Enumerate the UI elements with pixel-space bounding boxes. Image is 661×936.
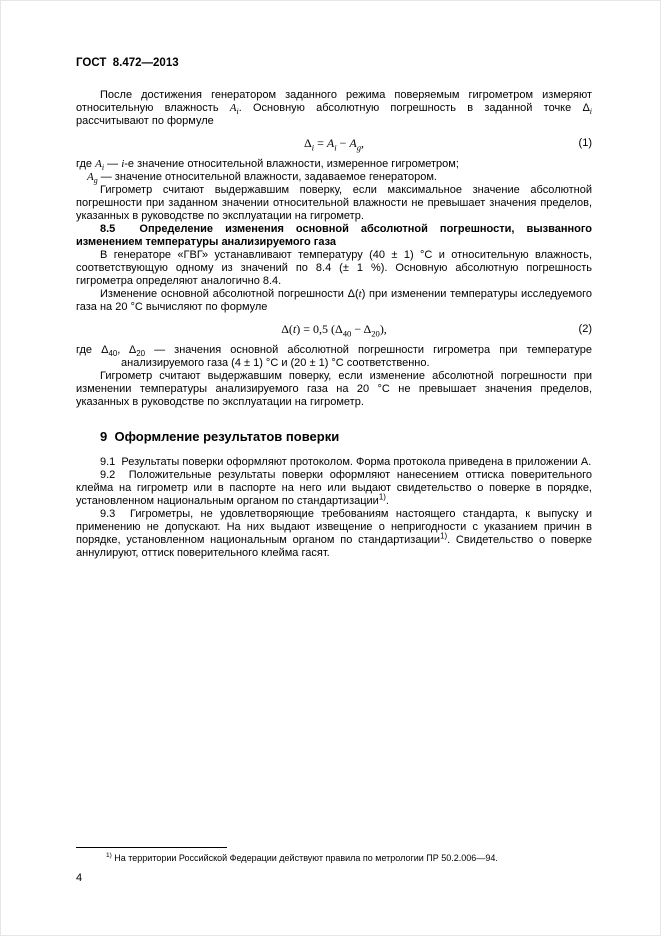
footnote-text: $^{1)}$ На территории Российской Федерации действуют правила по метрологии ПР 50.2.006—94. [106, 852, 498, 863]
paragraph-gvg-setup: В генераторе «ГВГ» устанавливают температуру (40 ± 1) °С и относительную влажность, соответствующую одному из значений по 8.4 (± 1 %). Основную абсолютную погрешность гигрометра определяют аналогично 8.4. [76, 249, 592, 287]
page-content [76, 89, 592, 560]
formula-2-expression: Δ(t) = 0,5 $(\Delta_{40} - \Delta_{20})$, [281, 322, 387, 339]
where-clause-1-line-1: где $A_i$ — i-е значение относительной влажности, измеренное гигрометром; [76, 158, 459, 173]
formula-2-number: (2) [578, 323, 592, 335]
paragraph-intro: После достижения генератором заданного режима поверяемым гигрометром измеряют относительную влажность $A_i$. Основную абсолютную погрешность в заданной точке $\Delta_i$ рассчитывают по формуле [76, 89, 592, 127]
where-clause-2: где $\Delta_{40}$, $\Delta_{20}$ — значения основной абсолютной погрешности гигрометра при температуре анализируемого газа (4 ± 1) °С и (20 ± 1) °С соответственно. [76, 344, 592, 369]
formula-1-number: (1) [578, 137, 592, 149]
where-clause-1-line-2: $A_g$ — значение относительной влажности, задаваемое генератором. [87, 171, 437, 186]
formula-1 [76, 137, 592, 151]
section-heading-8-5: 8.5 Определение изменения основной абсолютной погрешности, вызванного изменением температуры анализируемого газа [76, 223, 592, 248]
paragraph-9-3: 9.3 Гигрометры, не удовлетворяющие требованиям настоящего стандарта, к выпуску и применению не допускают. На них выдают извещение о непригодности с указанием причин в порядке, установленном национальным органом по стандартизации$^{1)}$. Свидетельство о поверке аннулируют, оттиск поверительного клейма гасят. [76, 508, 592, 559]
paragraph-9-1: 9.1 Результаты поверки оформляют протоколом. Форма протокола приведена в приложении А. [100, 456, 592, 468]
formula-2 [76, 323, 592, 337]
doc-number: ГОСТ 8.472—2013 [76, 57, 179, 69]
paragraph-delta-t: Изменение основной абсолютной погрешности Δ(t) при изменении температуры исследуемого газа на 20 °С вычисляют по формуле [76, 288, 592, 313]
paragraph-9-2: 9.2 Положительные результаты поверки оформляют нанесением оттиска поверительного клейма на гигрометр или в паспорте на него или выдают свидетельство о поверке в порядке, установленном национальным органом по стандартизации$^{1)}$. [76, 469, 592, 507]
footnote [76, 847, 592, 864]
chapter-heading-9: 9 Оформление результатов поверки [100, 429, 340, 444]
footnote-rule [76, 847, 227, 848]
page-number: 4 [76, 872, 83, 884]
paragraph-pass-criteria-2: Гигрометр считают выдержавшим поверку, если изменение абсолютной погрешности при изменении температуры анализируемого газа на 20 °С не превышает значения пределов, указанных в руководстве по эксплуатации на гигрометр. [76, 370, 592, 408]
paragraph-pass-criteria-1: Гигрометр считают выдержавшим поверку, если максимальное значение абсолютной погрешности при заданном значении относительной влажности не превышает значения пределов, указанных в руководстве по эксплуатации на гигрометр. [76, 184, 592, 222]
formula-1-expression: $\Delta_i = A_i - A_g$, [303, 136, 365, 153]
